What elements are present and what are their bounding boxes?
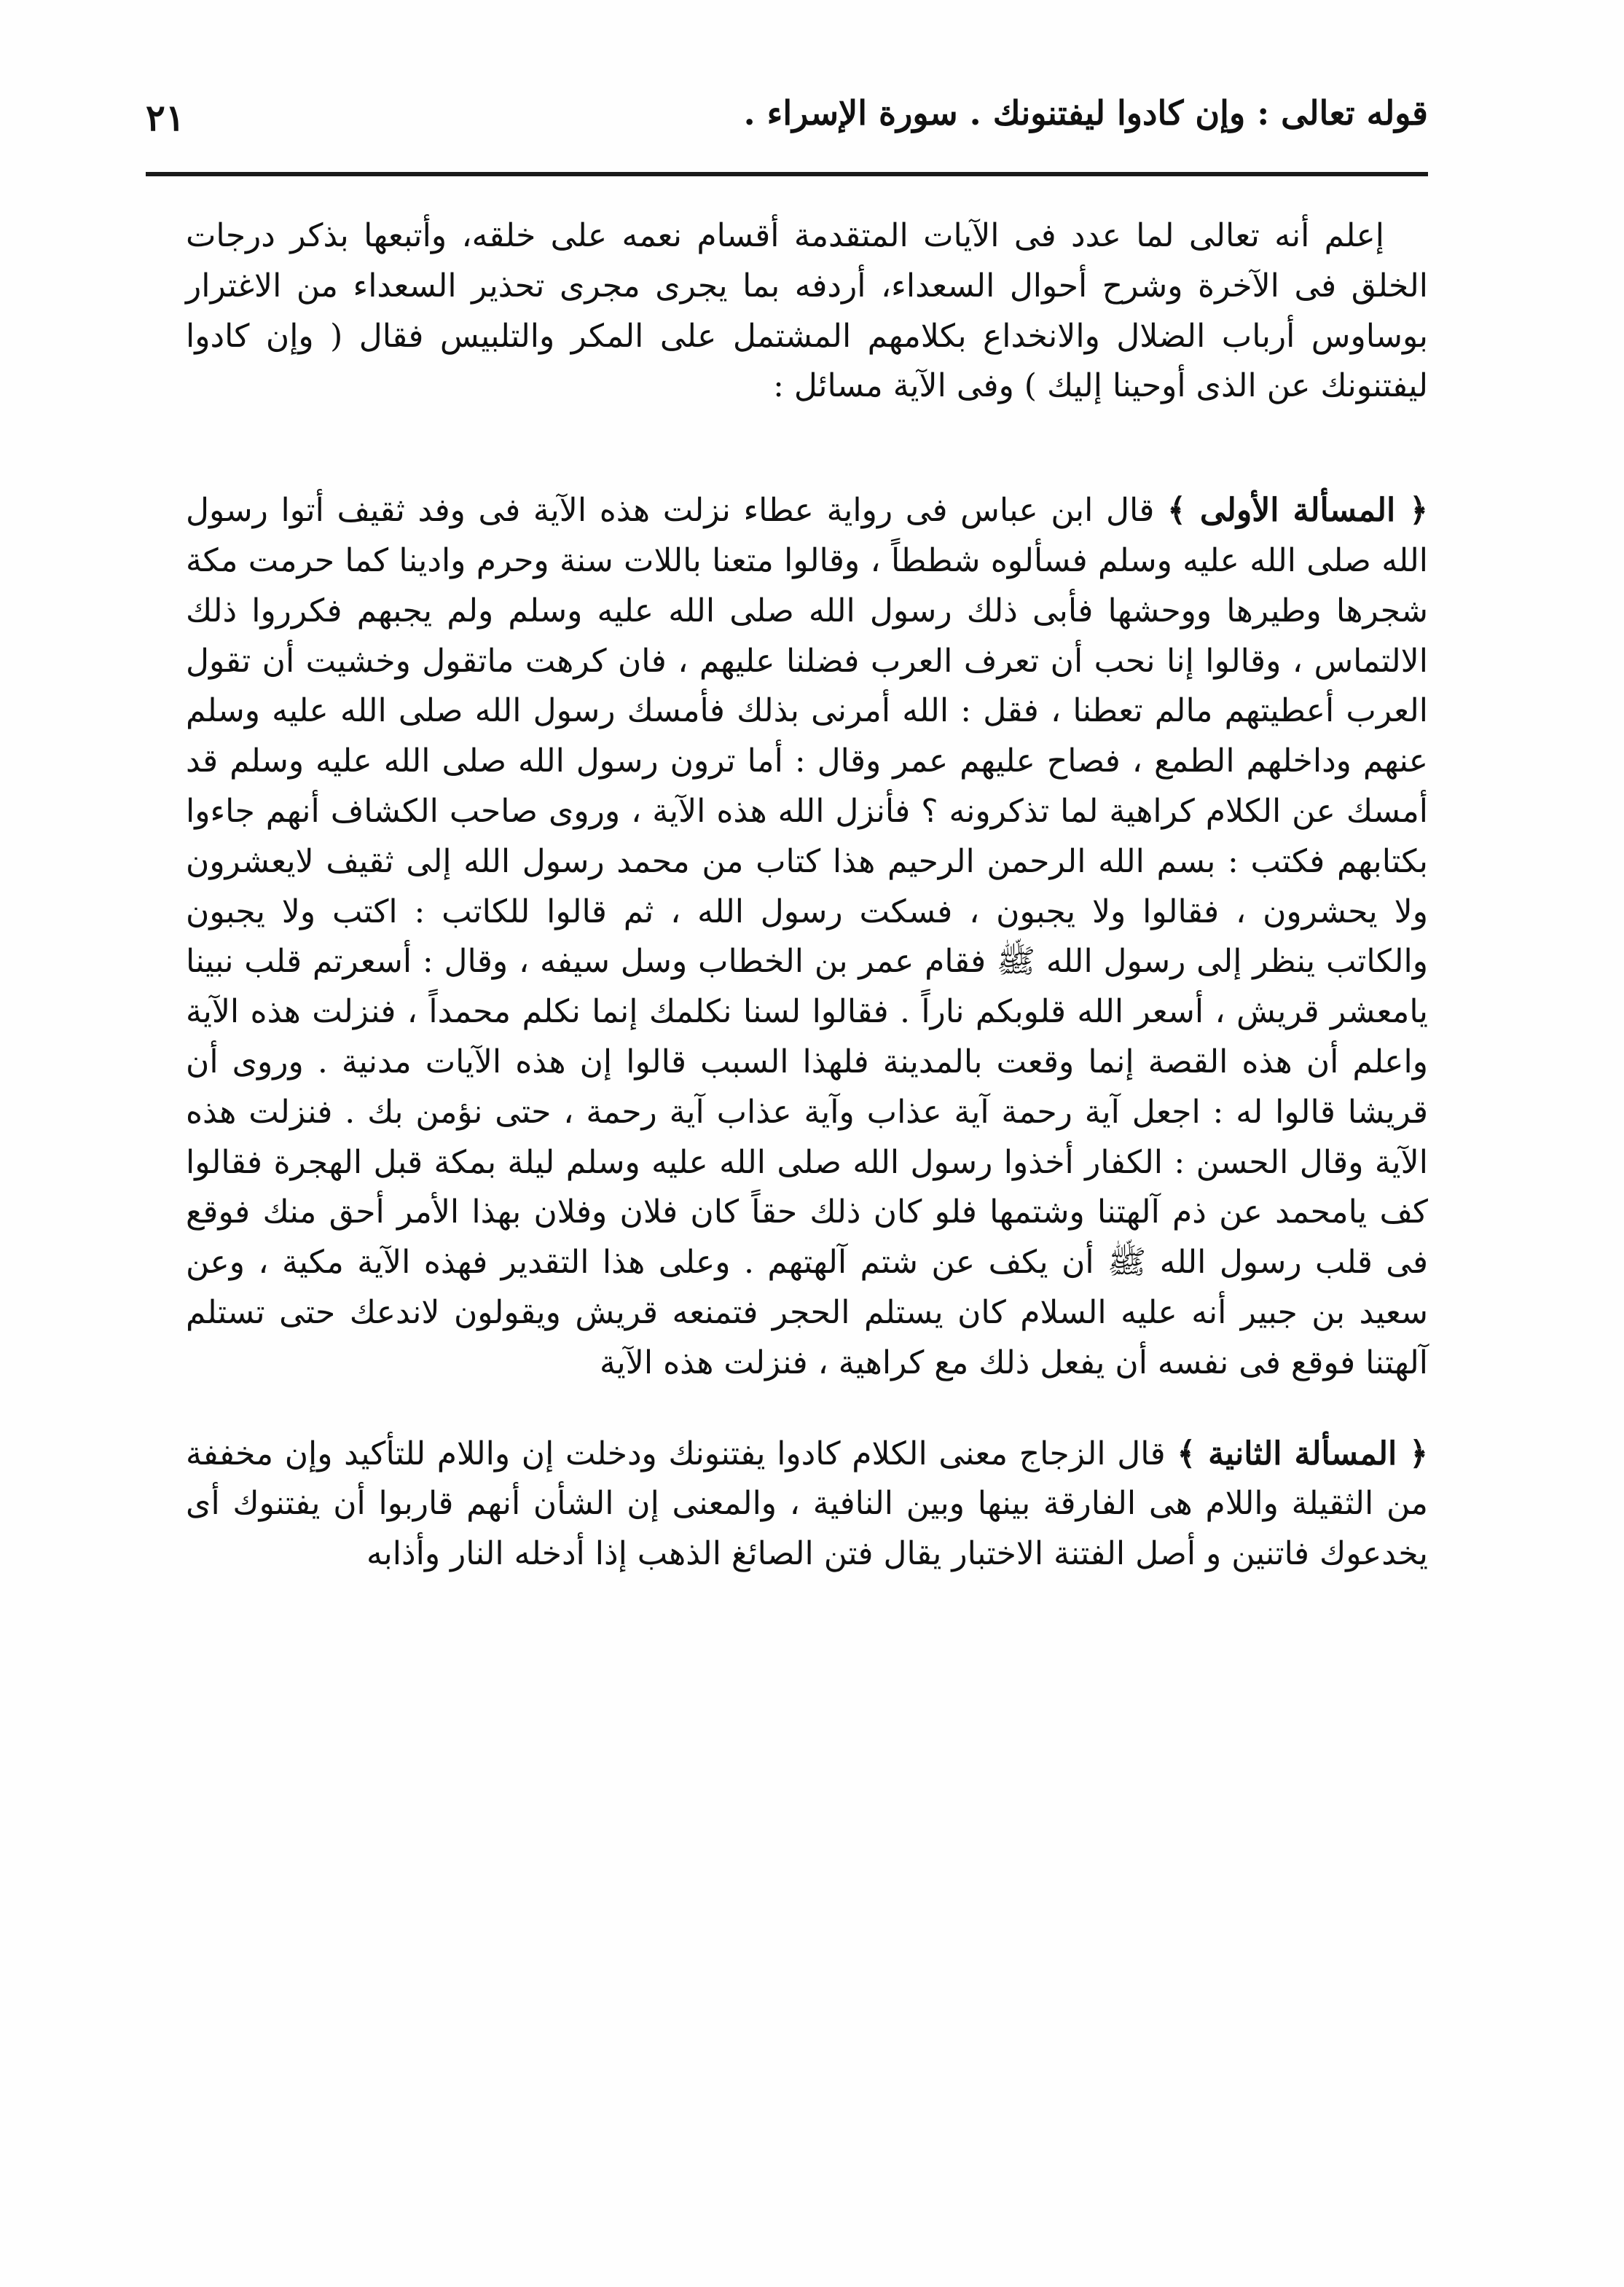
header-rule: [146, 172, 1428, 176]
main-text: [186, 211, 1428, 1580]
page-header: [146, 86, 1428, 159]
running-title: قوله تعالى : وإن كادوا ليفتنونك . سورة الإسراء .: [743, 93, 1428, 133]
first-issue-paragraph: [186, 486, 1428, 1388]
second-issue-paragraph: [186, 1429, 1428, 1580]
first-issue-heading: ﴿ المسألة الأولى ﴾: [1167, 492, 1428, 530]
intro-text: إعلم أنه تعالى لما عدد فى الآيات المتقدمة أقسام نعمه على خلقه، وأتبعها بذكر درجات الخلق فى الآخرة وشرح أحوال السعداء، أردفه بما يجرى مجرى تحذير السعداء من الاغترار بوساوس أرباب الضلال والانخداع بكلامهم المشتمل على المكر والتلبيس فقال ( وإن كادوا ليفتنونك عن الذى أوحينا إليك ) وفى الآية مسائل :: [186, 217, 1428, 405]
second-issue-body: قال الزجاج معنى الكلام كادوا يفتنونك ودخلت إن واللام للتأكيد وإن مخففة من الثقيلة واللام هى الفارقة بينها وبين النافية ، والمعنى إن الشأن أنهم قاربوا أن يفتنوك أى يخدعوك فاتنين و أصل الفتنة الاختبار يقال فتن الصائغ الذهب إذا أدخله النار وأذابه: [186, 1435, 1428, 1573]
intro-paragraph: [186, 211, 1428, 412]
page-number: ٢١: [146, 96, 185, 139]
first-issue-body: قال ابن عباس فى رواية عطاء نزلت هذه الآية فى وفد ثقيف أتوا رسول الله صلى الله عليه وسلم فسألوه شططاً ، وقالوا متعنا باللات سنة وحرم وادينا كما حرمت مكة شجرها وطيرها ووحشها فأبى ذلك رسول الله صلى الله عليه وسلم ولم يجبهم فكرروا ذلك الالتماس ، وقالوا إنا نحب أن تعرف العرب فضلنا عليهم ، فان كرهت ماتقول وخشيت أن تقول العرب أعطيتهم مالم تعطنا ، فقل : الله أمرنى بذلك فأمسك رسول الله صلى الله عليه وسلم عنهم وداخلهم الطمع ، فصاح عليهم عمر وقال : أما ترون رسول الله صلى الله عليه وسلم قد أمسك عن الكلام كراهية لما تذكرونه ؟ فأنزل الله هذه الآية ، وروى صاحب الكشاف أنهم جاءوا بكتابهم فكتب : بسم الله الرحمن الرحيم هذا كتاب من محمد رسول الله إلى ثقيف لايعشرون ولا يحشرون ، فقالوا ولا يجبون ، فسكت رسول الله ، ثم قالوا للكاتب : اكتب ولا يجبون والكاتب ينظر إلى رسول الله ﷺ فقام عمر بن الخطاب وسل سيفه ، وقال : أسعرتم قلب نبينا يامعشر قريش ، أسعر الله قلوبكم ناراً . فقالوا لسنا نكلمك إنما نكلم محمداً ، فنزلت هذه الآية واعلم أن هذه القصة إنما وقعت بالمدينة فلهذا السبب قالوا إن هذه الآيات مدنية . وروى أن قريشا قالوا له : اجعل آية رحمة آية عذاب وآية عذاب آية رحمة ، حتى نؤمن بك . فنزلت هذه الآية وقال الحسن : الكفار أخذوا رسول الله صلى الله عليه وسلم ليلة بمكة قبل الهجرة فقالوا كف يامحمد عن ذم آلهتنا وشتمها فلو كان ذلك حقاً كان فلان وفلان بهذا الأمر أحق منك فوقع فى قلب رسول الله ﷺ أن يكف عن شتم آلهتهم . وعلى هذا التقدير فهذه الآية مكية ، وعن سعيد بن جبير أنه عليه السلام كان يستلم الحجر فتمنعه قريش ويقولون لاندعك حتى تستلم آلهتنا فوقع فى نفسه أن يفعل ذلك مع كراهية ، فنزلت هذه الآية: [186, 492, 1429, 1381]
second-issue-heading: ﴿ المسألة الثانية ﴾: [1177, 1435, 1428, 1472]
